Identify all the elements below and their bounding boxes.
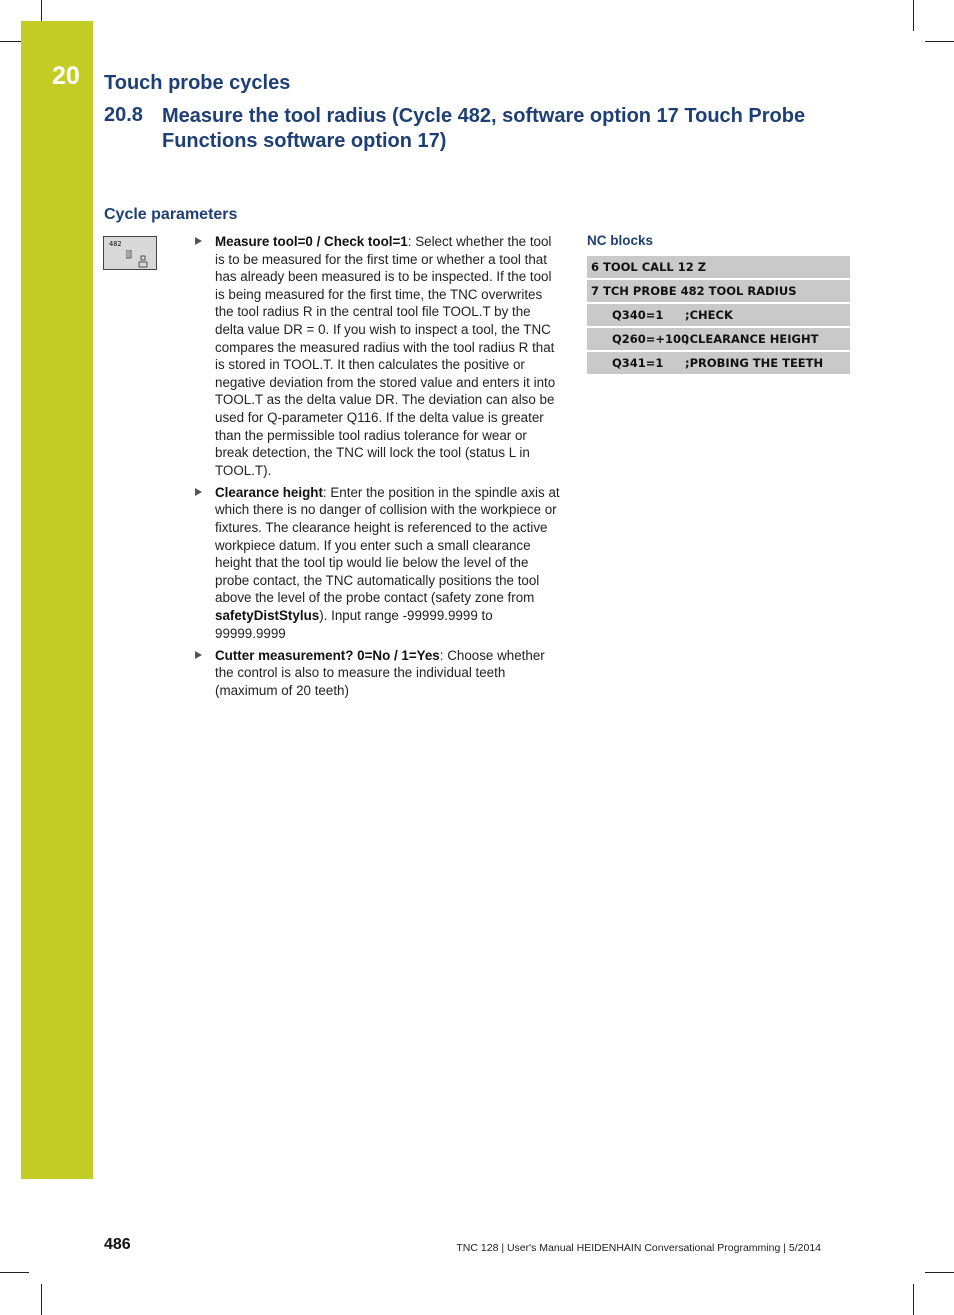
- section-title: Measure the tool radius (Cycle 482, software option 17 Touch Probe Functions software option 17): [162, 105, 806, 152]
- cycle-482-softkey: [103, 236, 157, 270]
- param-description: : Choose whether the control is also to measure the individual teeth (maximum of 20 teeth): [215, 647, 545, 698]
- list-item: [194, 647, 560, 700]
- nc-blocks-table: [587, 256, 850, 376]
- nc-param: Q341=1: [612, 356, 664, 370]
- tool-probe-icon: [126, 250, 152, 268]
- nc-param: Q340=1: [612, 308, 664, 322]
- list-item: [194, 233, 560, 479]
- crop-mark: [41, 1284, 42, 1315]
- crop-mark: [925, 41, 954, 42]
- table-row: [587, 328, 850, 350]
- nc-param: Q260=+100: [612, 332, 690, 346]
- bullet-arrow-icon: [195, 237, 202, 245]
- chapter-title: Touch probe cycles: [104, 72, 291, 94]
- table-row: [587, 280, 850, 302]
- parameter-list: [194, 233, 560, 704]
- chapter-side-band: [21, 21, 93, 1179]
- page-number: 486: [104, 1236, 131, 1253]
- param-description: : Enter the position in the spindle axis at which there is no danger of collision with the workpiece or fixtures. The clearance height is referenced to the active workpiece datum. If you enter such a small clearance height that the tool tip would lie below the level of the probe contact, the TNC automatically positions the tool above the level of the probe contact (safety zone from: [215, 484, 560, 606]
- nc-block-text: 6 TOOL CALL 12 Z: [591, 260, 707, 274]
- cycle-parameters-heading: Cycle parameters: [104, 206, 238, 223]
- param-keyword-inline: safetyDistStylus: [215, 607, 320, 623]
- param-keyword: Measure tool=0 / Check tool=1: [215, 234, 408, 249]
- crop-mark: [0, 1272, 29, 1273]
- list-item: [194, 484, 560, 642]
- bullet-arrow-icon: [195, 488, 202, 496]
- nc-block-text: 7 TCH PROBE 482 TOOL RADIUS: [591, 284, 797, 298]
- nc-comment: ;PROBING THE TEETH: [685, 356, 824, 370]
- crop-mark: [0, 41, 21, 42]
- crop-mark: [913, 0, 914, 31]
- nc-comment: ;CLEARANCE HEIGHT: [685, 332, 819, 346]
- nc-blocks-heading: NC blocks: [587, 233, 654, 248]
- table-row: [587, 256, 850, 278]
- table-row: [587, 352, 850, 374]
- table-row: [587, 304, 850, 326]
- nc-comment: ;CHECK: [685, 308, 733, 322]
- bullet-arrow-icon: [195, 651, 202, 659]
- crop-mark: [913, 1284, 914, 1315]
- crop-mark: [925, 1272, 954, 1273]
- crop-mark: [41, 0, 42, 21]
- param-keyword: Clearance height: [215, 484, 323, 500]
- section-number: 20.8: [104, 104, 143, 126]
- chapter-number: 20: [52, 62, 80, 90]
- softkey-label: 482: [109, 240, 122, 248]
- param-description-tail: ). Input range -99999.9999 to 99999.9999: [215, 607, 493, 641]
- param-description: : Select whether the tool is to be measured for the first time or whether a tool that has already been measured is to be inspected. If the tool is being measured for the first time, the TNC overwrites the tool radius R in the central tool file TOOL.T by the delta value DR = 0. If you wish to inspect a tool, the TNC compares the measured radius with the tool radius R that is stored in TOOL.T. It then calculates the positive or negative deviation from the stored value and enters it into TOOL.T as the delta value DR. The deviation can also be used for Q-parameter Q116. If the delta value is greater than the permissible tool radius tolerance for wear or break detection, the TNC will lock the tool (status L in TOOL.T).: [215, 234, 556, 478]
- footer-text: TNC 128 | User's Manual HEIDENHAIN Conversational Programming | 5/2014: [456, 1242, 821, 1254]
- param-keyword: Cutter measurement? 0=No / 1=Yes: [215, 647, 440, 663]
